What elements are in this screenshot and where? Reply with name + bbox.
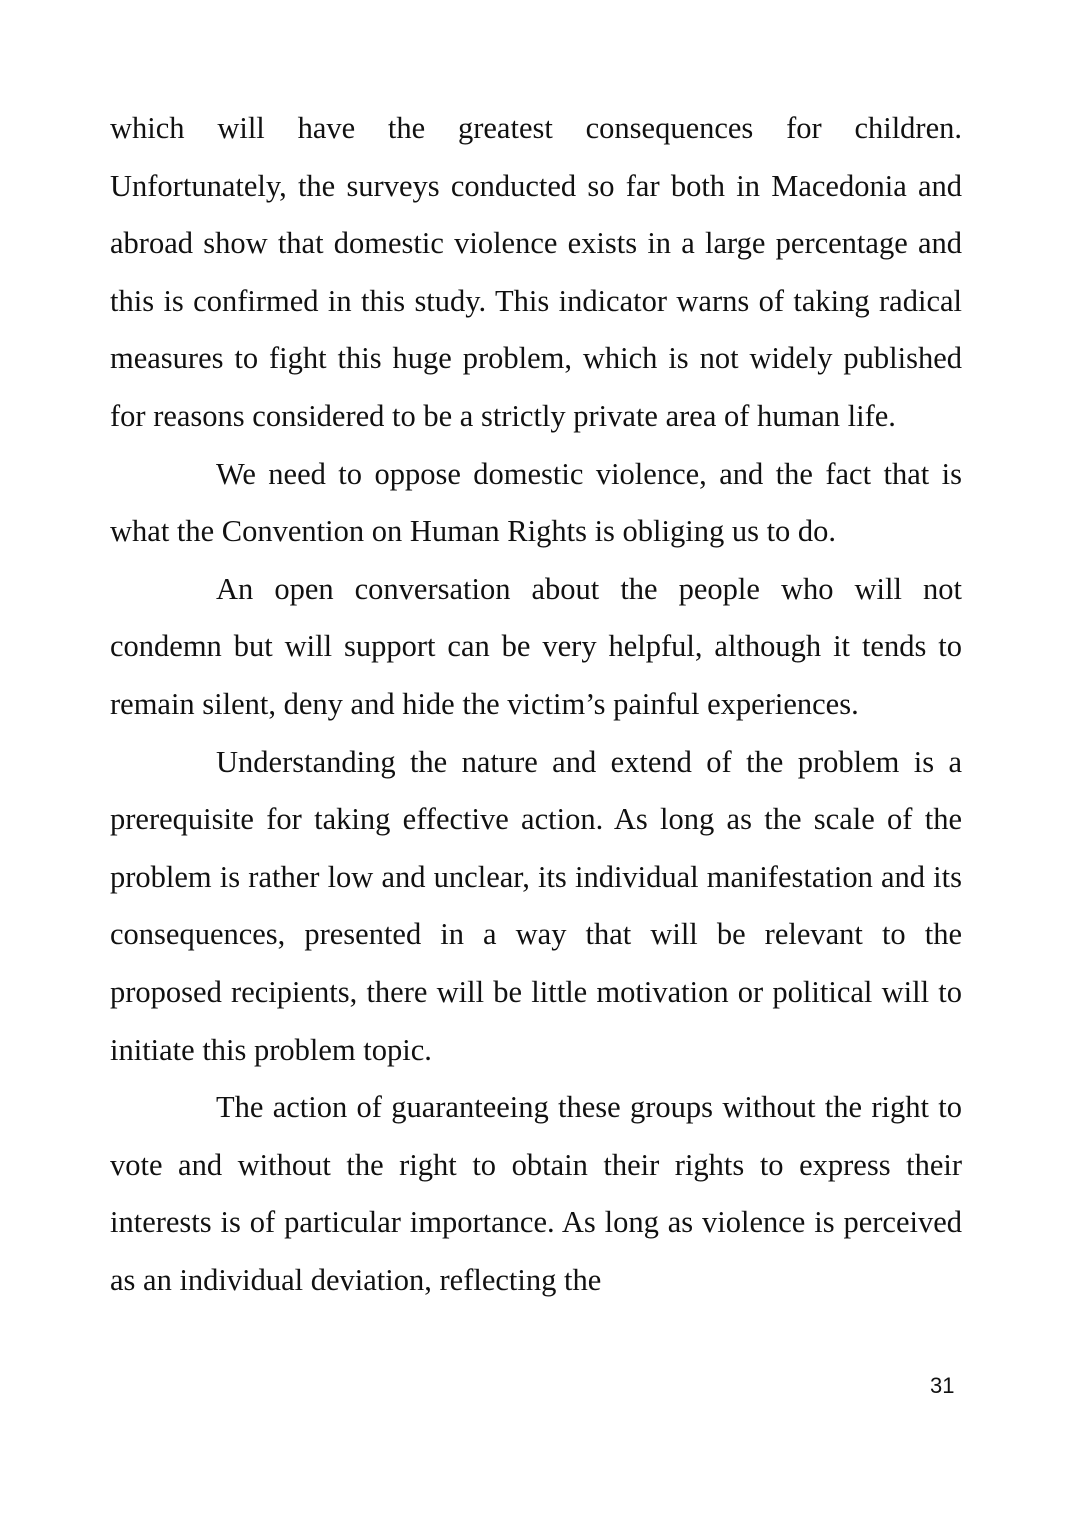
paragraph-open-conversation: An open conversation about the people who will not condemn but will support can be very helpful, although it tends to remain silent, deny and hide the victim’s painful experiences.: [110, 571, 962, 721]
paragraph-oppose-violence: We need to oppose domestic violence, and the fact that is what the Convention on Human Rights is obliging us to do.: [110, 456, 962, 549]
paragraph-continuation: which will have the greatest consequences for children. Unfortunately, the surveys conducted so far both in Macedonia and abroad show that domestic violence exists in a large percentage and this is confirmed in this study. This indicator warns of taking radical measures to fight this huge problem, which is not widely published for reasons considered to be a strictly private area of human life.: [110, 111, 962, 433]
body-text: [110, 100, 962, 1309]
page-number: 31: [930, 1373, 955, 1398]
paragraph-guaranteeing-groups: The action of guaranteeing these groups without the right to vote and without the right to obtain their rights to express their interests is of particular importance. As long as violence is perceived as an individual deviation, reflecting the: [110, 1090, 962, 1297]
paragraph-understanding-problem: Understanding the nature and extend of the problem is a prerequisite for taking effective action. As long as the scale of the problem is rather low and unclear, its individual manifestation and its consequences, presented in a way that will be relevant to the proposed recipients, there will be little motivation or political will to initiate this problem topic.: [110, 744, 962, 1067]
